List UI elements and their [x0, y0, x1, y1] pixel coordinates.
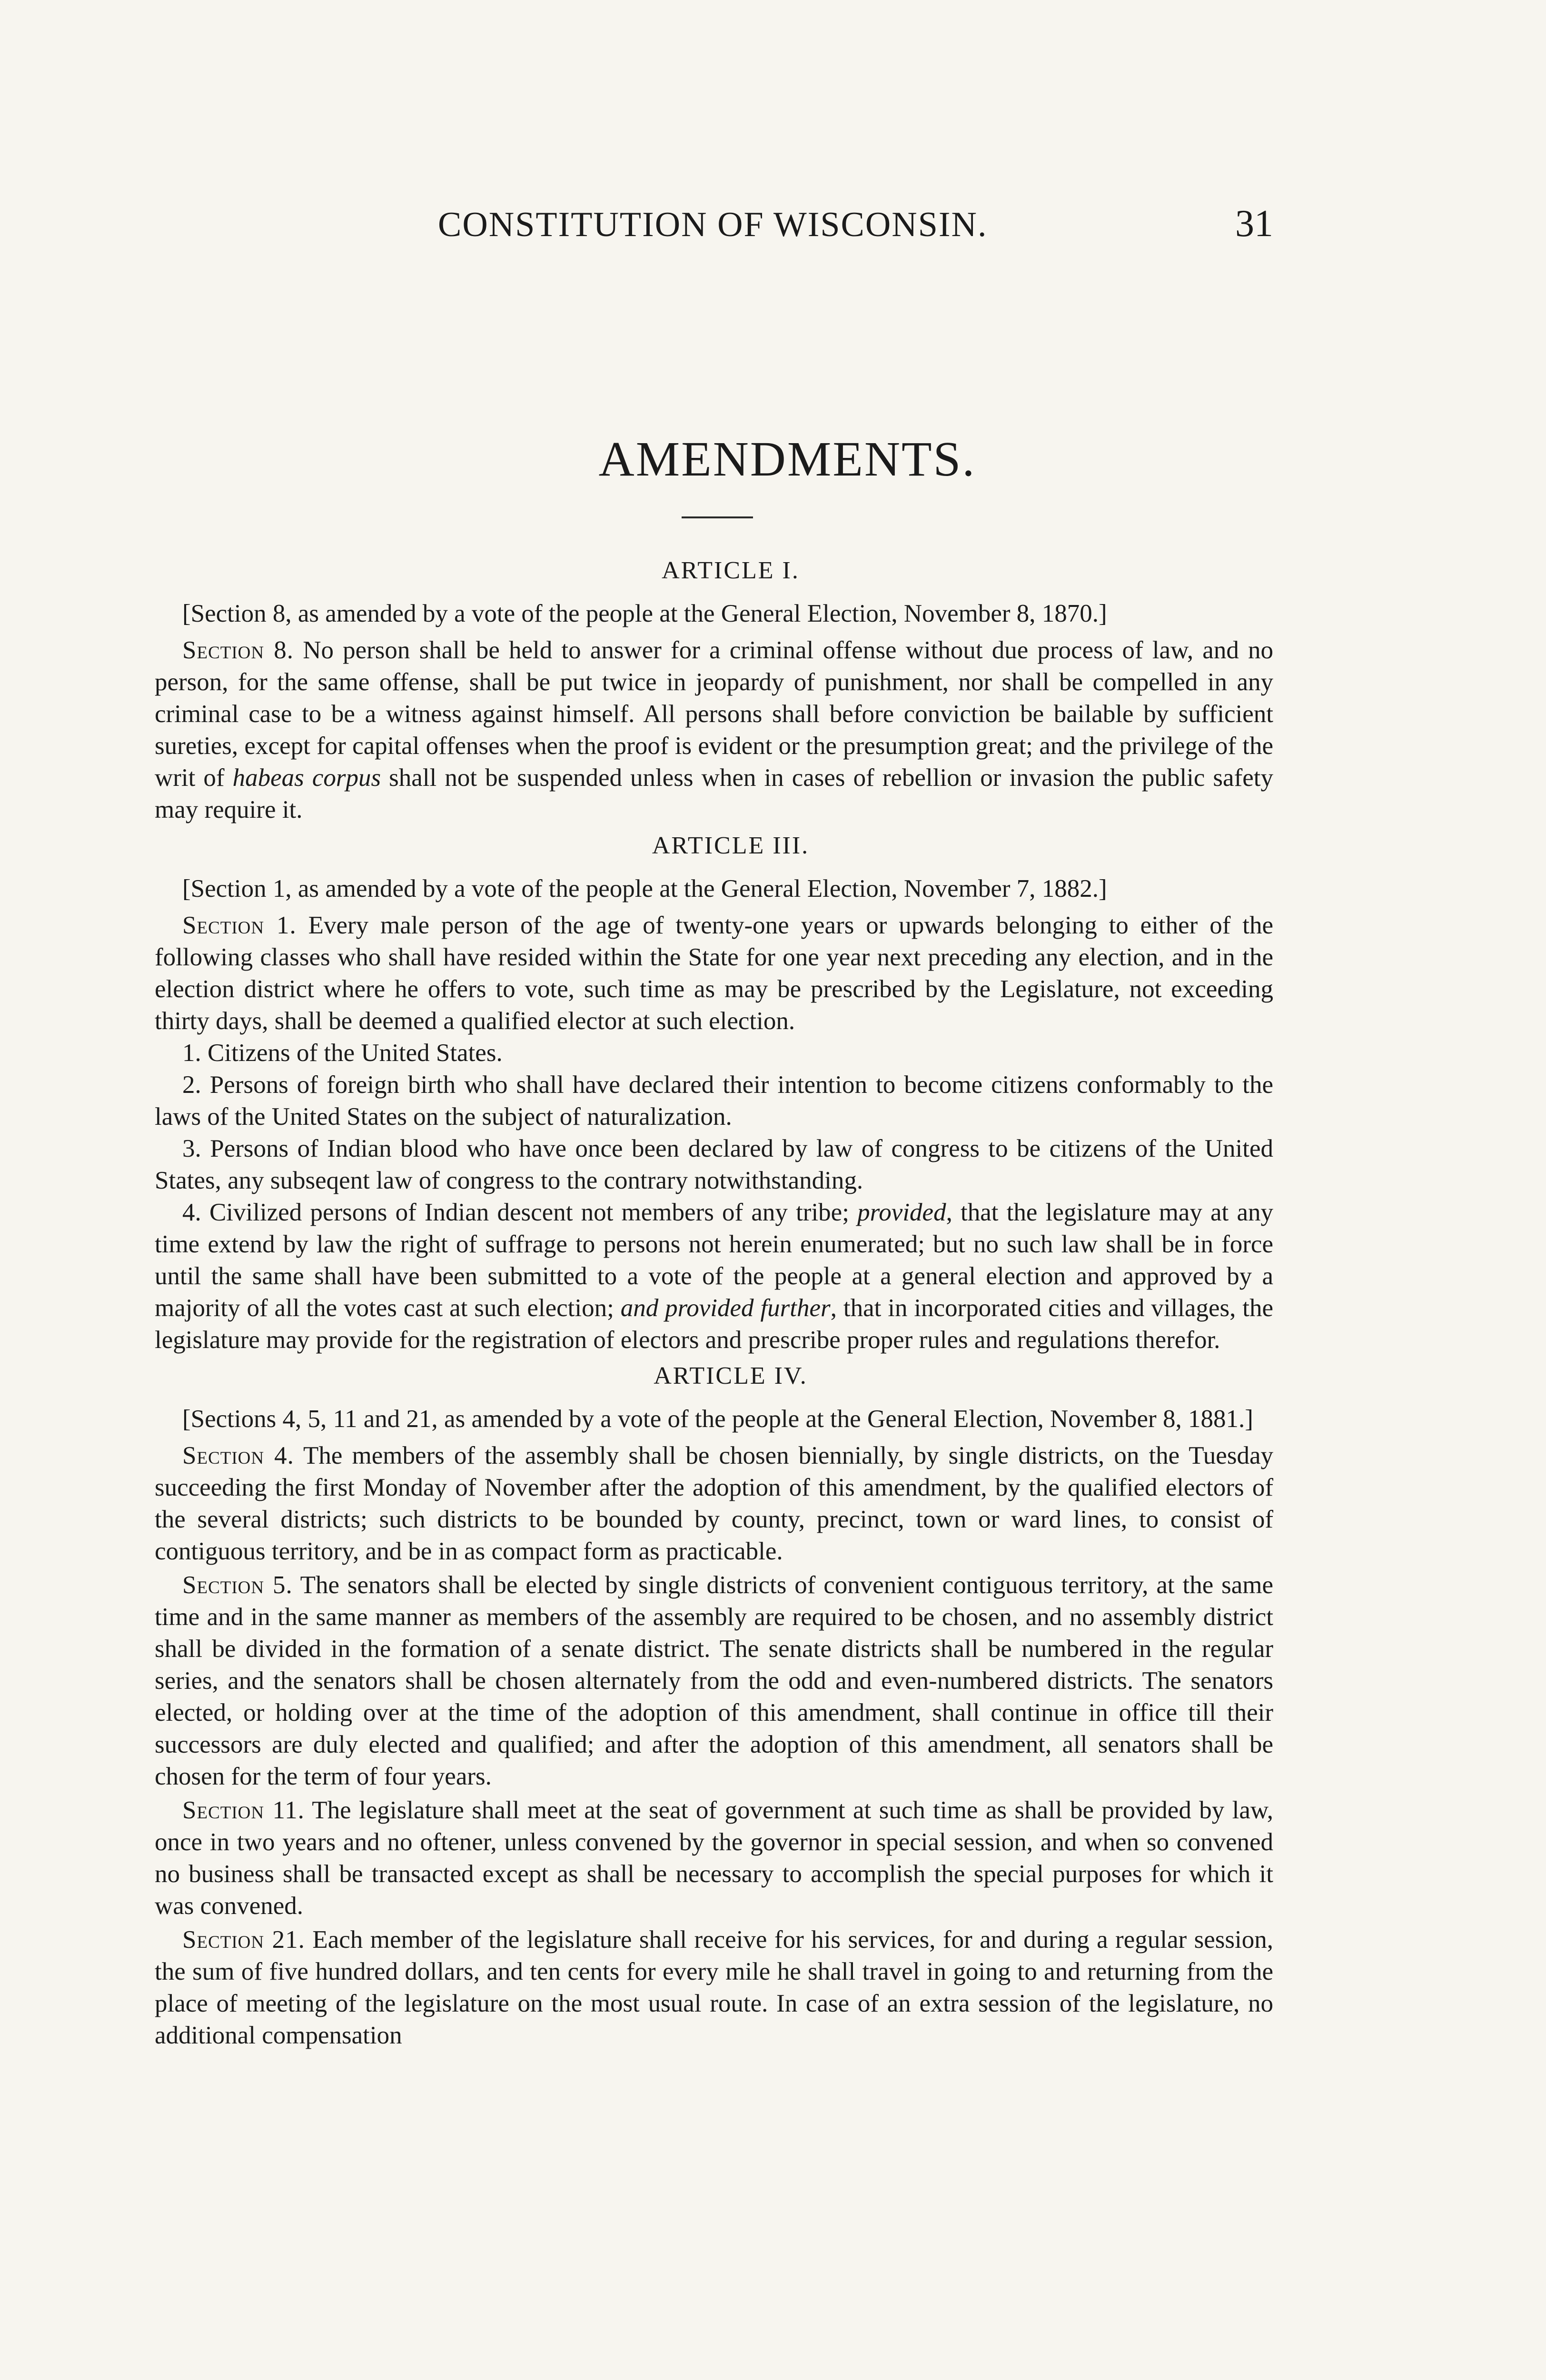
- section-label: Section 11.: [182, 1796, 305, 1824]
- article-3-item-3: 3. Persons of Indian blood who have once been declared by law of congress to be citizens of the United States, any subseqent law of congress to the contrary notwithstanding.: [155, 1135, 1273, 1194]
- italic-term: habeas corpus: [232, 764, 381, 792]
- italic-term: provided: [857, 1199, 946, 1226]
- article-4-section-21: [155, 1924, 1273, 2052]
- section-label: Section 5.: [182, 1571, 293, 1599]
- article-1-heading: ARTICLE I.: [662, 557, 800, 584]
- article-1-section-8: [155, 635, 1273, 826]
- section-text: Each member of the legislature shall receive for his services, for and during a regular session, the sum of five hundred dollars, and ten cents for every mile he shall travel in going to and returning from the place of meeting of the legislature on the most usual route. In case of an extra session of the legislature, no additional compensation: [155, 1926, 1273, 2049]
- article-3-item-2: 2. Persons of foreign birth who shall have declared their intention to become citizens conformably to the laws of the United States on the subject of naturalization.: [155, 1071, 1273, 1130]
- article-1-note: [Section 8, as amended by a vote of the people at the General Election, November 8, 1870.]: [182, 600, 1107, 627]
- item-text: , that in incorporated cities and villages, the legislature may provide for the registration of electors and prescribe proper rules and regulations therefor.: [155, 1294, 1273, 1354]
- article-3-item-1: 1. Citizens of the United States.: [182, 1039, 503, 1067]
- item-text: , that the legislature may at any time extend by law the right of suffrage to persons not herein enumerated; but no such law shall be in force until the same shall have been submitted to a vote of the people at a general election and approved by a majority of all the votes cast at such election;: [155, 1199, 1274, 1322]
- body-text: [155, 555, 1273, 2052]
- section-label: Section 4.: [182, 1442, 294, 1469]
- article-4-section-4: [155, 1440, 1273, 1567]
- section-label: Section 21.: [182, 1926, 305, 1954]
- article-4-section-11: [155, 1795, 1273, 1922]
- section-text: Every male person of the age of twenty-one years or upwards belonging to either of the following classes who shall have resided within the State for one year next preceding any election, and in the election district where he offers to vote, such time as may be prescribed by the Legislature, not exceeding thirty days, shall be deemed a qualified elector at such election.: [155, 912, 1273, 1035]
- article-4-heading: ARTICLE IV.: [654, 1362, 808, 1389]
- section-text: The senators shall be elected by single districts of convenient contiguous territory, at the same time and in the same manner as members of the assembly are required to be chosen, and no assembly district shall be divided in the formation of a senate district. The senate districts shall be numbered in the regular series, and the senators shall be chosen alternately from the odd and even-numbered districts. The senators elected, or holding over at the time of the adoption of this amendment, shall continue in office till their successors are duly elected and qualified; and after the adoption of this amendment, all senators shall be chosen for the term of four years.: [155, 1571, 1273, 1790]
- section-label: Section 1.: [182, 912, 297, 939]
- italic-term: and provided further: [620, 1294, 831, 1322]
- item-text: 4. Civilized persons of Indian descent not members of any tribe;: [182, 1199, 858, 1226]
- title-rule: [682, 516, 753, 518]
- article-4-note: [Sections 4, 5, 11 and 21, as amended by a vote of the people at the General Election, November 8, 1881.]: [182, 1405, 1253, 1433]
- page-number: 31: [1235, 203, 1273, 245]
- article-4-section-5: [155, 1569, 1273, 1793]
- article-3-note: [Section 1, as amended by a vote of the people at the General Election, November 7, 1882.]: [182, 875, 1107, 902]
- section-text: The legislature shall meet at the seat of government at such time as shall be provided by law, once in two years and no oftener, unless convened by the governor in special session, and when so convened no business shall be transacted except as shall be necessary to accomplish the special purposes for which it was convened.: [155, 1796, 1273, 1920]
- article-3-heading: ARTICLE III.: [652, 832, 810, 859]
- section-label: Section 8.: [182, 636, 294, 664]
- section-text: shall not be suspended unless when in cases of rebellion or invasion the public safety may require it.: [155, 764, 1273, 823]
- section-text: No person shall be held to answer for a criminal offense without due process of law, and no person, for the same offense, shall be put twice in jeopardy of punishment, nor shall be compelled in any criminal case to be a witness against himself. All persons shall before conviction be bailable by sufficient sureties, except for capital offenses when the proof is evident or the presumption great; and the privilege of the writ of: [155, 636, 1273, 792]
- article-3-item-4: [155, 1197, 1273, 1356]
- article-3-section-1: [155, 910, 1273, 1037]
- running-head: CONSTITUTION OF WISCONSIN.: [438, 205, 988, 244]
- page-title: AMENDMENTS.: [598, 432, 976, 486]
- section-text: The members of the assembly shall be chosen biennially, by single districts, on the Tuesday succeeding the first Monday of November after the adoption of this amendment, by the qualified electors of the several districts; such districts to be bounded by county, precinct, town or ward lines, to consist of contiguous territory, and be in as compact form as practicable.: [155, 1442, 1273, 1565]
